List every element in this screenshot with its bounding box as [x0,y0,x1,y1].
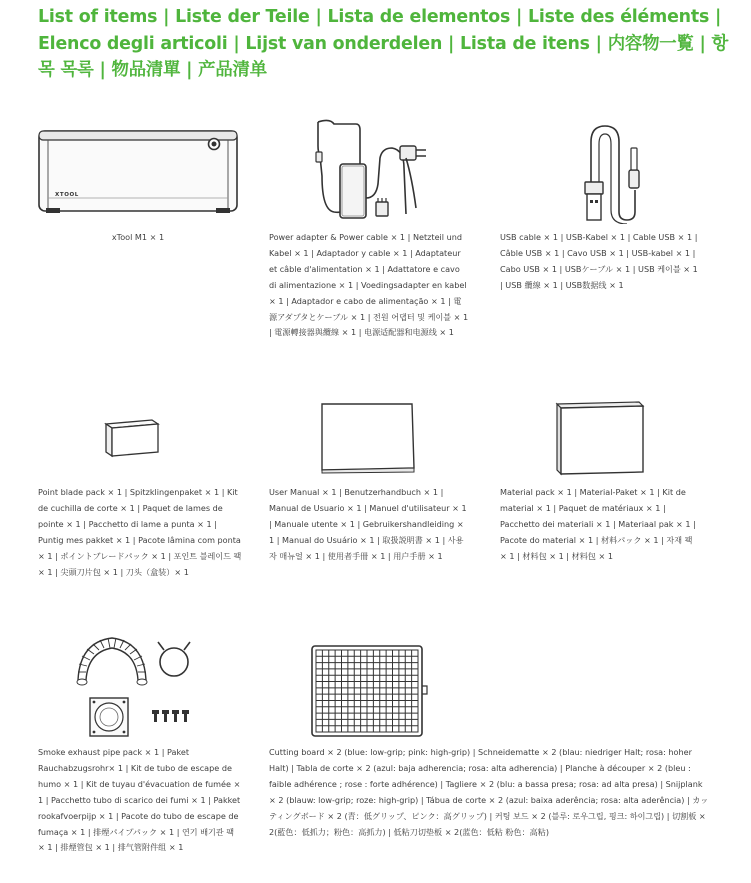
cutting-board-image [310,644,430,738]
point-blade-pack-caption: Point blade pack × 1 | Spitzklingenpaket × 1 | Kit de cuchilla de corte × 1 | Paquet de lames de pointe × 1 | Pacchetto di lame a punta × 1 | Puntig mes pakket × 1 | Pacote lâmina com ponta × 1 | ポイントブレードパック × 1 | 포인트 블레이드 팩 × 1 | 尖頭刀片包 × 1 | 刀头（盒装）× 1 [38,487,242,577]
xtool-m1-image [38,128,238,216]
page-title: List of items | Liste der Teile | Lista de elementos | Liste des éléments | Elenco degli articoli | Lijst van onderdelen | Lista de itens | 内容物一覧 | 항목 목록 | 物品清單 | 产品清单 [38,7,729,80]
user-manual-image [318,402,418,474]
smoke-exhaust-pipe-pack-caption: Smoke exhaust pipe pack × 1 | Paket Rauchabzugsrohr× 1 | Kit de tubo de escape de humo × 1 | Kit de tuyau d'évacuation de fumée × 1 | Pacchetto tubo di scarico dei fumi × 1 | Pakket rookafvoerpijp × 1 | Pacote do tubo de escape de fumaça × 1 | 排煙パイプパック × 1 | 연기 배기관 팩 × 1 | 排煙管包 × 1 | 排气管附件组 × 1 [38,747,241,853]
material-pack-image [553,400,647,478]
usb-cable-caption: USB cable × 1 | USB-Kabel × 1 | Cable USB × 1 | Câble USB × 1 | Cavo USB × 1 | USB-kabel × 1 | Cabo USB × 1 | USBケーブル × 1 | USB 케이블 × 1 | USB 纜線 × 1 | USB数据线 × 1 [500,232,698,290]
device-brand-label: XTOOL [55,192,79,198]
usb-cable-image [575,120,645,224]
xtool-m1-caption: xTool M1 × 1 [111,232,165,242]
user-manual-caption: User Manual × 1 | Benutzerhandbuch × 1 | Manual de Usuario × 1 | Manuel d'utilisateur × 1 | Manuale utente × 1 | Gebruikershandleiding × 1 | Manual do Usuário × 1 | 取扱説明書 × 1 | 사용자 매뉴얼 × 1 | 使用者手冊 × 1 | 用户手册 × 1 [269,487,467,561]
point-blade-pack-image [104,418,160,458]
material-pack-caption: Material pack × 1 | Material-Paket × 1 | Kit de material × 1 | Paquet de matériaux × 1 | Pacchetto dei materiali × 1 | Materiaal pak × 1 | Pacote do material × 1 | 材料パック × 1 | 자재 팩 × 1 | 材料包 × 1 | 材料包 × 1 [500,487,696,561]
cutting-board-caption: Cutting board × 2 (blue: low-grip; pink: high-grip) | Schneidematte × 2 (blau: niedriger Halt; rosa: hoher Halt) | Tabla de corte × 2 (azul: baja adherencia; rosa: alta adherencia) | Planche à découper × 2 (bleu : faible adhérence ; rose : forte adhérence) | Tagliere × 2 (blu: a bassa presa; rosa: ad alta presa) | Snijplank × 2 (blauw: low-grip; roze: high-grip) | Tábua de corte × 2 (azul: baixa aderência; rosa: alta aderência) | カッティングボード × 2 (青：低グリップ、ピンク：高グリップ) | 커팅 보드 × 2 (블루: 로우그립, 핑크: 하이그립) | 切割板 × 2(藍色：低抓力；粉色：高抓力) | 低粘刀切垫板 × 2(蓝色：低粘 粉色：高粘) [269,747,709,837]
smoke-exhaust-pipe-pack-image [72,632,200,740]
power-adapter-image [300,118,440,224]
power-adapter-caption: Power adapter & Power cable × 1 | Netzteil und Kabel × 1 | Adaptador y cable × 1 | Adaptateur et câble d'alimentation × 1 | Adattatore e cavo di alimentazione × 1 | Voedingsadapter en kabel × 1 | Adaptador e cabo de alimentação × 1 | 電源アダプタとケーブル × 1 | 전원 어댑터 및 케이블 × 1 | 電源轉接器與纜線 × 1 | 电源适配器和电源线 × 1 [269,232,469,338]
